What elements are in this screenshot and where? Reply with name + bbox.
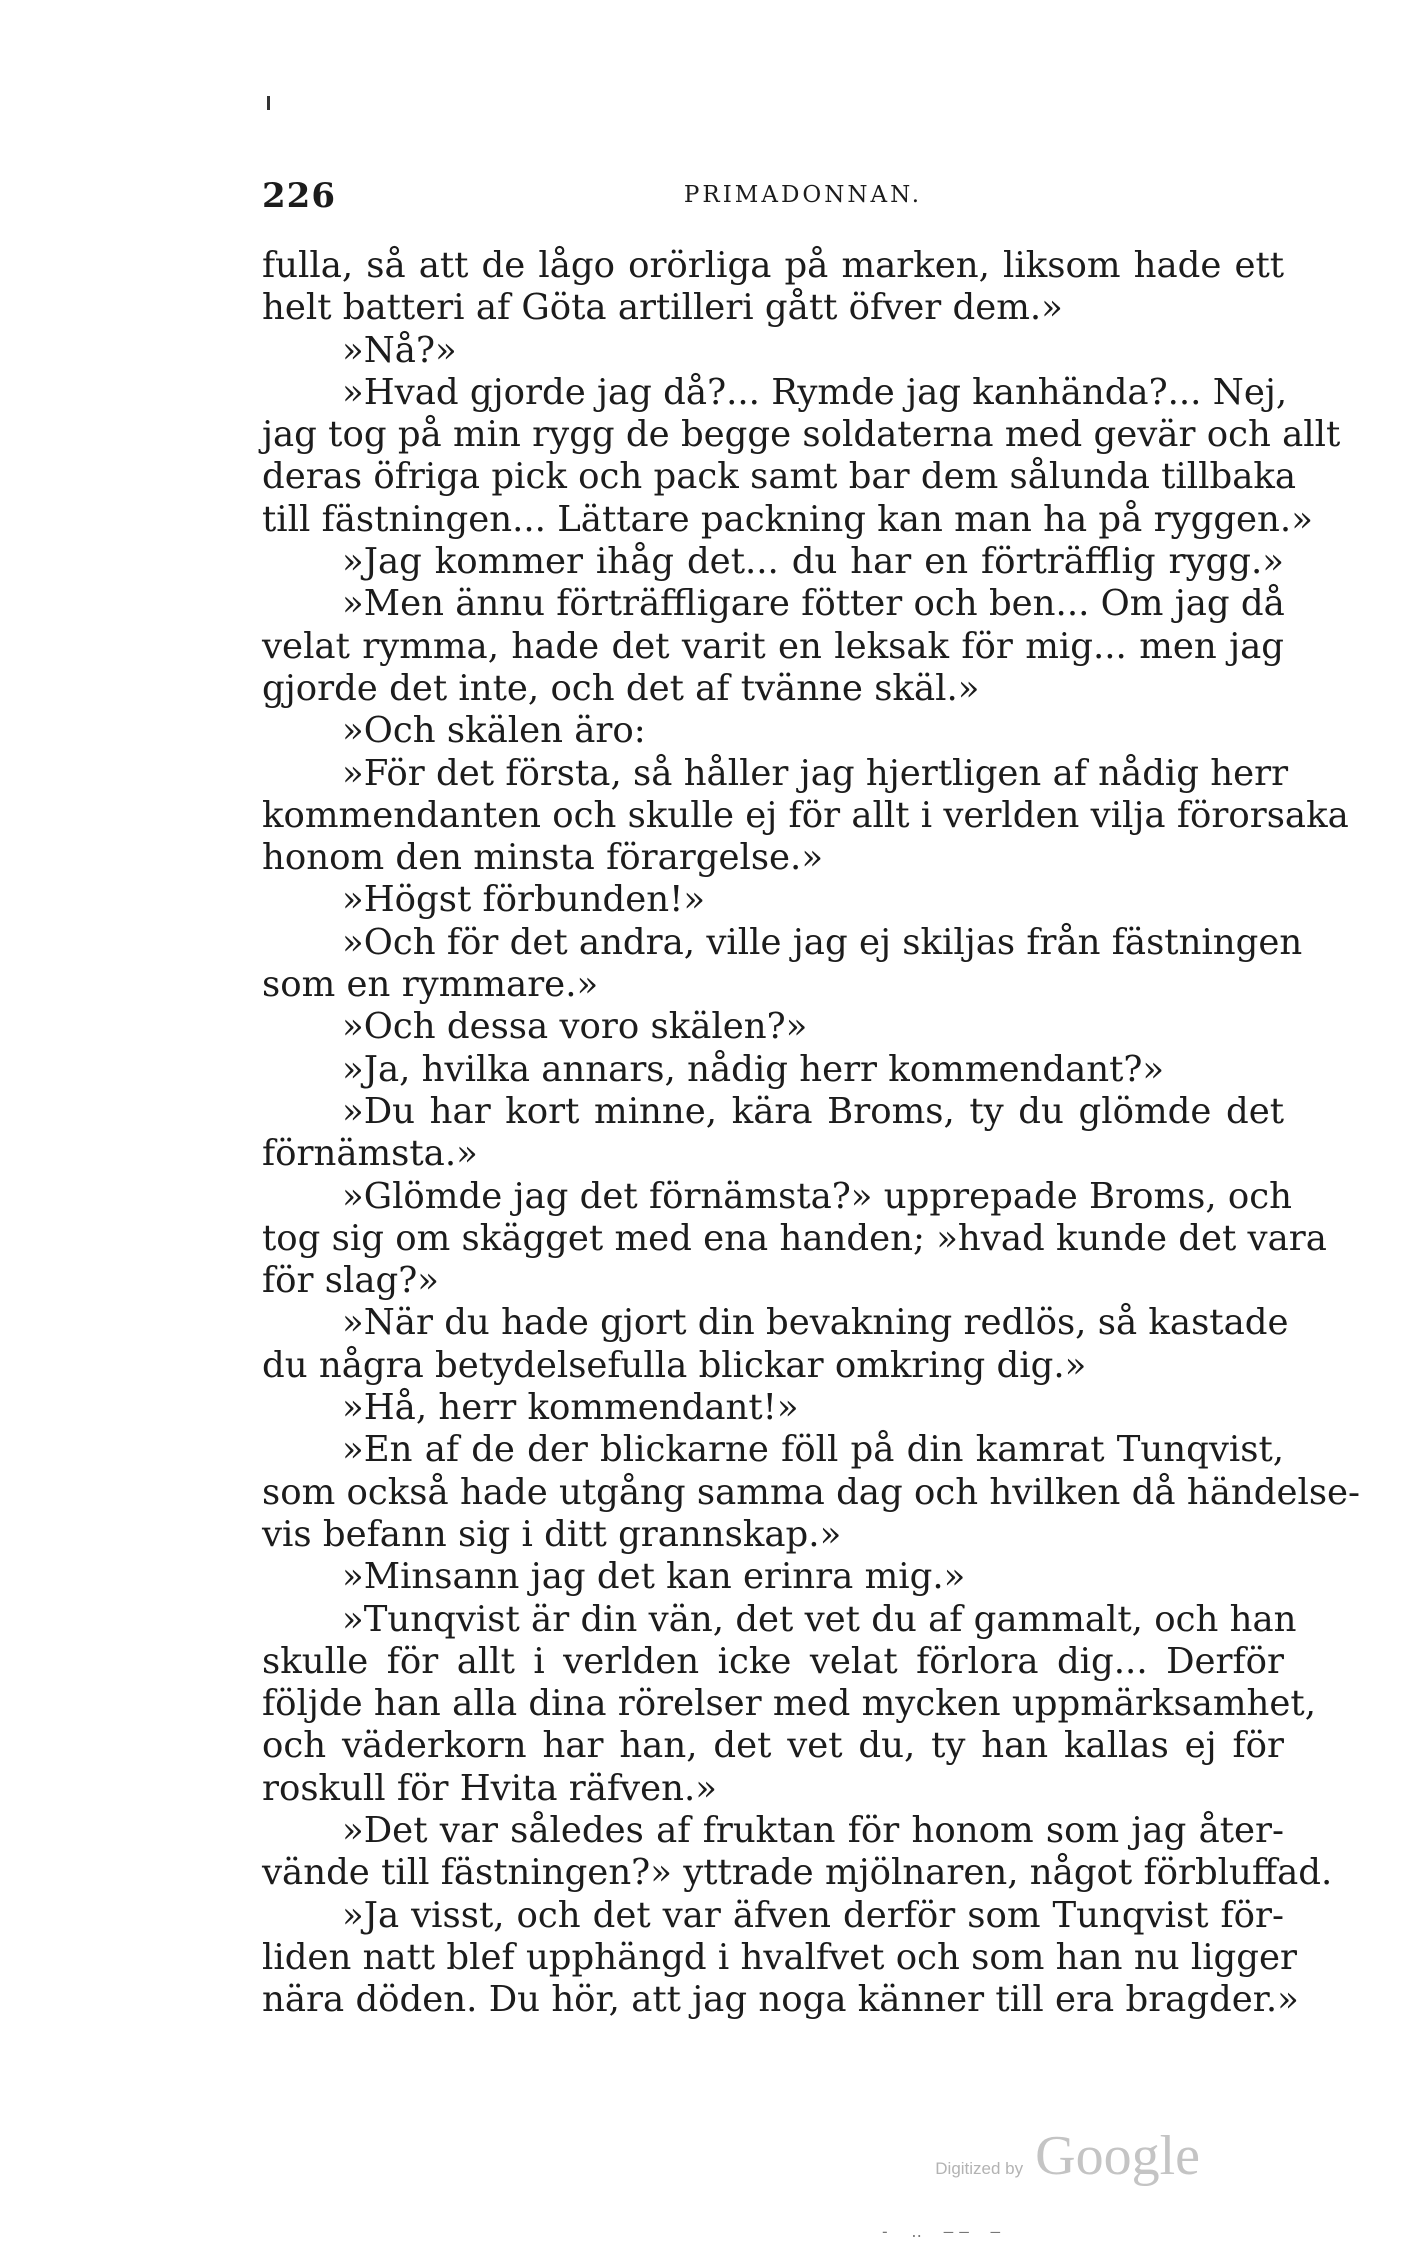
text-line: nära döden. Du hör, att jag noga känner till era bragder.» (262, 1979, 1299, 2021)
text-line: »Och skälen äro: (342, 710, 646, 752)
text-line: roskull för Hvita räfven.» (262, 1767, 717, 1809)
text-line: »Men ännu förträffligare fötter och ben... Om jag då (342, 583, 1285, 625)
text-line: velat rymma, hade det varit en leksak för mig... men jag (262, 625, 1284, 667)
text-line: »Det var således af fruktan för honom som jag åter- (342, 1809, 1284, 1851)
text-line: som en rymmare.» (262, 964, 599, 1006)
stray-mark (267, 96, 270, 110)
page-header (262, 176, 1284, 216)
text-line: »Högst förbunden!» (342, 879, 706, 921)
text-line: liden natt blef upphängd i hvalfvet och som han nu ligger (262, 1936, 1297, 1978)
text-line: »Ja visst, och det var äfven derför som Tunqvist för- (342, 1894, 1284, 1936)
text-line: kommendanten och skulle ej för allt i verlden vilja förorsaka (262, 794, 1349, 836)
text-line: för slag?» (262, 1260, 439, 1302)
text-line: »En af de der blickarne föll på din kamrat Tunqvist, (342, 1429, 1284, 1471)
text-line: vände till fästningen?» yttrade mjölnaren, något förbluffad. (262, 1852, 1333, 1894)
text-line: »Du har kort minne, kära Broms, ty du glömde det (342, 1090, 1284, 1132)
text-line: »Och för det andra, ville jag ej skiljas från fästningen (342, 921, 1303, 963)
watermark (935, 2124, 1200, 2188)
text-line: »Minsann jag det kan erinra mig.» (342, 1556, 966, 1598)
text-line: du några betydelsefulla blickar omkring dig.» (262, 1344, 1087, 1386)
text-line: »Och dessa voro skälen?» (342, 1006, 808, 1048)
text-line: honom den minsta förargelse.» (262, 837, 824, 879)
text-line: »Nå?» (342, 329, 457, 371)
text-line: skulle för allt i verlden icke velat förlora dig... Derför (262, 1640, 1284, 1682)
text-line: vis befann sig i ditt grannskap.» (262, 1513, 842, 1555)
text-line: »Tunqvist är din vän, det vet du af gammalt, och han (342, 1598, 1297, 1640)
scan-artifacts: ‐ ‥ ‒‒ ‒ (880, 2222, 1007, 2241)
text-line: och väderkorn har han, det vet du, ty han kallas ej för (262, 1725, 1284, 1767)
text-line: deras öfriga pick och pack samt bar dem sålunda tillbaka (262, 456, 1297, 498)
google-logo: Google (1035, 2125, 1200, 2187)
text-line: »Hvad gjorde jag då?... Rymde jag kanhända?... Nej, (342, 371, 1288, 413)
text-line: förnämsta.» (262, 1133, 478, 1175)
text-line: »Glömde jag det förnämsta?» upprepade Broms, och (342, 1175, 1293, 1217)
text-line: tog sig om skägget med ena handen; »hvad kunde det vara (262, 1217, 1327, 1259)
text-line: »När du hade gjort din bevakning redlös, så kastade (342, 1302, 1289, 1344)
text-line: som också hade utgång samma dag och hvilken då händelse- (262, 1471, 1361, 1513)
text-line: helt batteri af Göta artilleri gått öfver dem.» (262, 287, 1063, 329)
text-line: gjorde det inte, och det af tvänne skäl.» (262, 667, 980, 709)
watermark-prefix: Digitized by (935, 2159, 1024, 2178)
page-number: 226 (262, 176, 336, 216)
text-line: »Jag kommer ihåg det... du har en förträfflig rygg.» (342, 541, 1284, 583)
text-line: fulla, så att de lågo orörliga på marken, liksom hade ett (262, 245, 1284, 286)
text-line: »För det första, så håller jag hjertligen af nådig herr (342, 752, 1289, 794)
running-head: PRIMADONNAN. (683, 182, 923, 208)
text-line: »Ja, hvilka annars, nådig herr kommendant?» (342, 1048, 1165, 1090)
text-line: följde han alla dina rörelser med mycken uppmärksamhet, (262, 1683, 1316, 1725)
text-line: till fästningen... Lättare packning kan man ha på ryggen.» (262, 498, 1313, 540)
text-line: jag tog på min rygg de begge soldaterna med gevär och allt (262, 414, 1341, 456)
body-text (262, 245, 1361, 2021)
text-line: »Hå, herr kommendant!» (342, 1387, 799, 1429)
